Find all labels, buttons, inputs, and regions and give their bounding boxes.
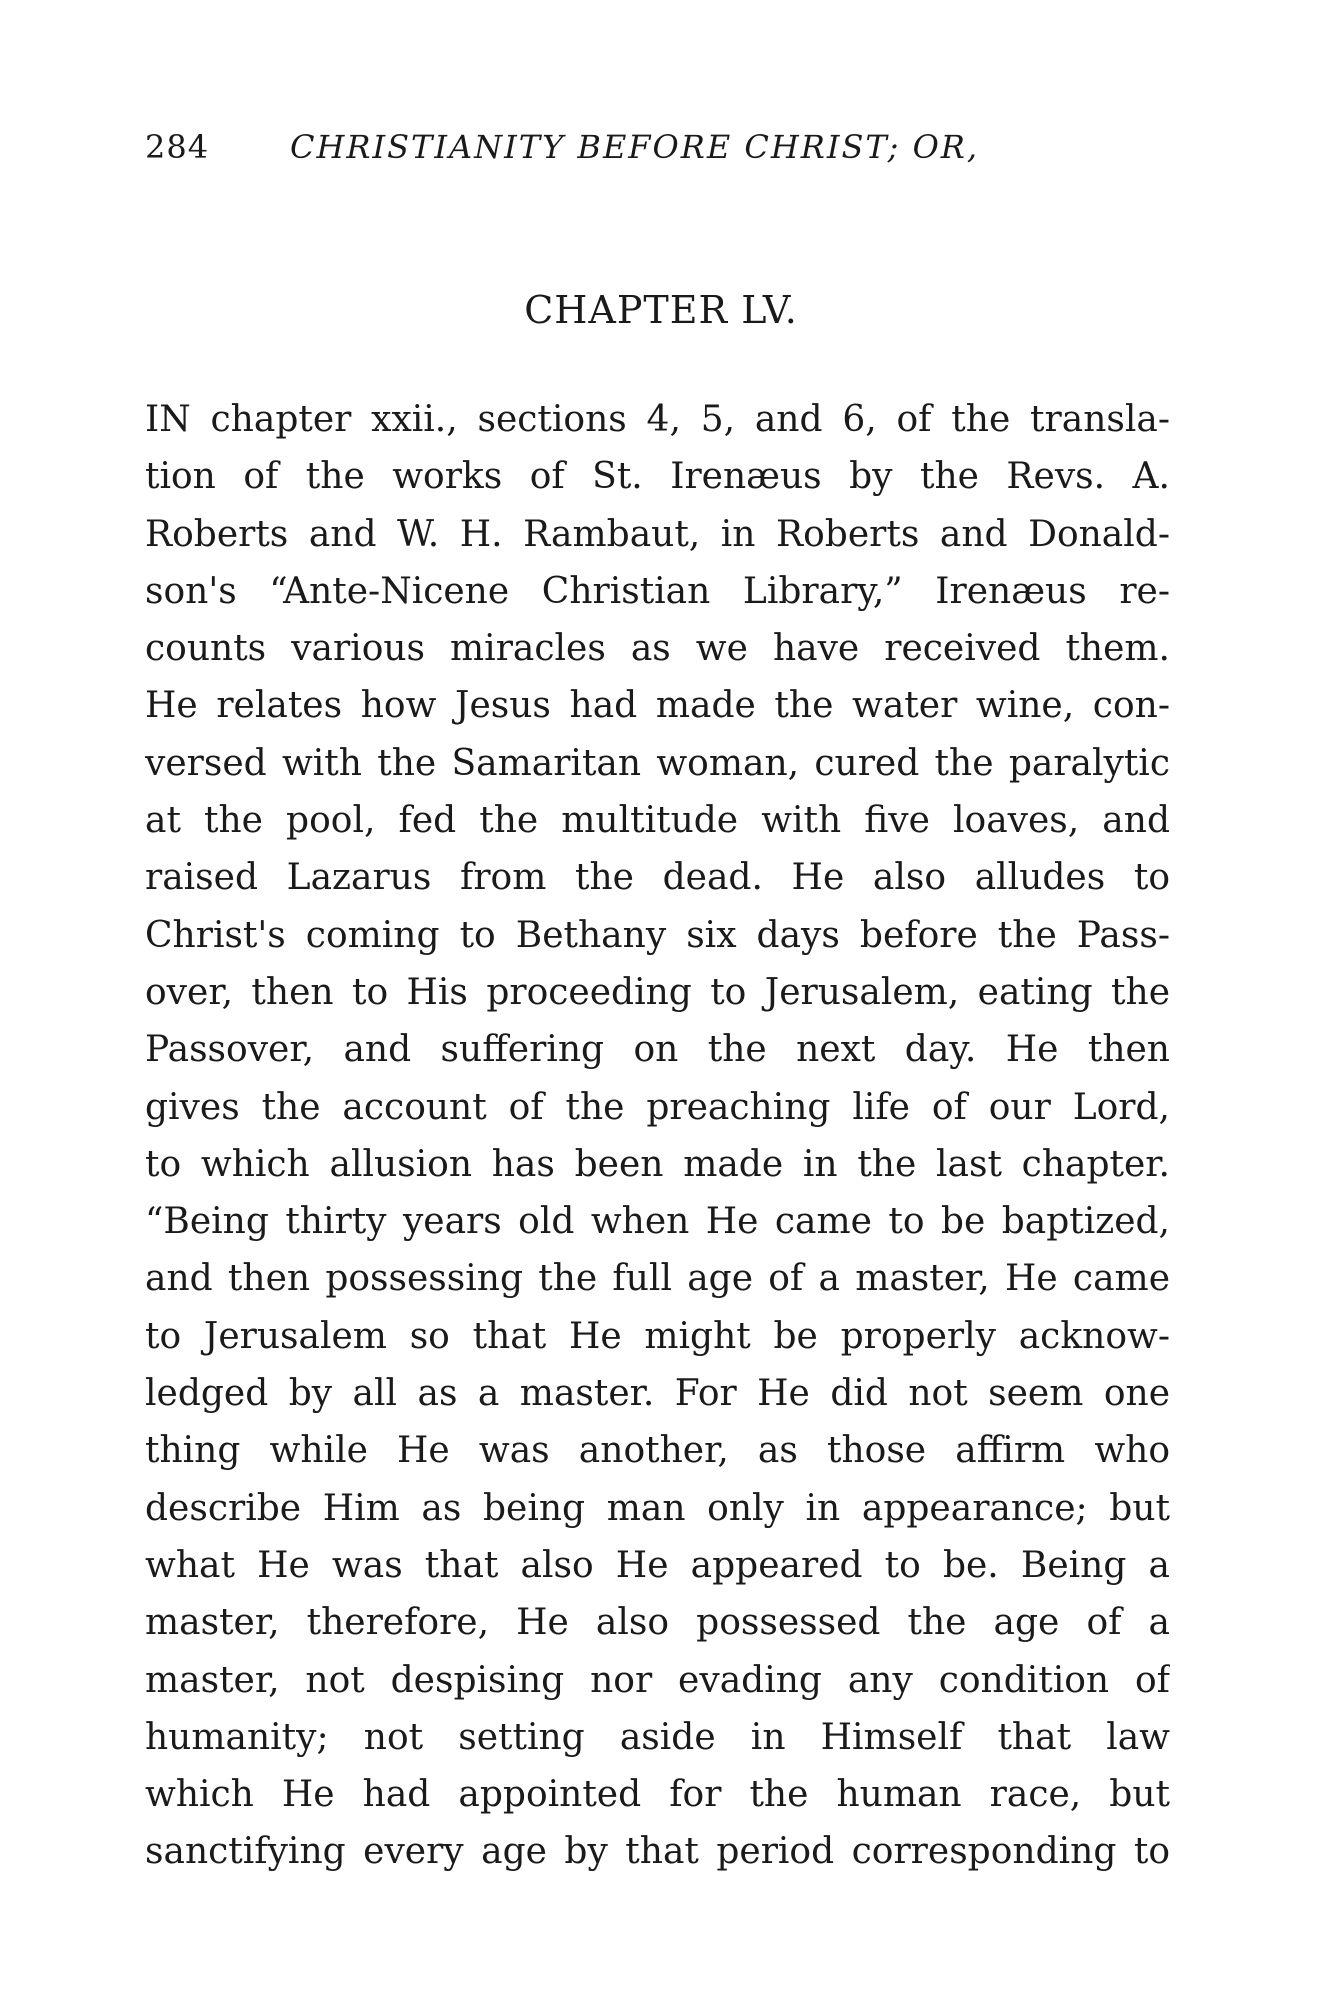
text-line: what He was that also He appeared to be. Being a: [145, 1544, 1170, 1586]
chapter-heading: CHAPTER LV.: [524, 288, 798, 332]
text-line: ledged by all as a master. For He did not seem one: [145, 1373, 1170, 1415]
text-line: IN chapter xxii., sections 4, 5, and 6, of the transla-: [145, 399, 1170, 440]
running-head: [145, 122, 1165, 172]
text-line: counts various miracles as we have received them.: [145, 628, 1170, 670]
text-line: to Jerusalem so that He might be properly acknow-: [145, 1315, 1170, 1357]
text-line: versed with the Samaritan woman, cured the paralytic: [145, 742, 1170, 784]
text-line: which He had appointed for the human race, but: [145, 1774, 1170, 1816]
text-line: Christ's coming to Bethany six days before the Pass-: [145, 914, 1170, 956]
text-line: tion of the works of St. Irenæus by the Revs. A.: [145, 456, 1170, 498]
page-number: 284: [145, 128, 210, 166]
text-line: sanctifying every age by that period corresponding to: [145, 1831, 1170, 1873]
running-title: CHRISTIANITY BEFORE CHRIST; OR,: [290, 128, 980, 166]
text-line: Passover, and suffering on the next day. He then: [145, 1029, 1170, 1071]
text-line: at the pool, fed the multitude with five loaves, and: [145, 800, 1170, 842]
text-line: raised Lazarus from the dead. He also alludes to: [145, 857, 1170, 899]
text-line: thing while He was another, as those affirm who: [145, 1430, 1170, 1472]
text-line: and then possessing the full age of a master, He came: [145, 1258, 1170, 1300]
text-line: master, not despising nor evading any condition of: [145, 1659, 1170, 1701]
text-line: over, then to His proceeding to Jerusalem, eating the: [145, 971, 1170, 1013]
text-line: gives the account of the preaching life of our Lord,: [145, 1086, 1170, 1128]
text-line: He relates how Jesus had made the water wine, con-: [145, 685, 1170, 727]
body-text: [145, 391, 1170, 1881]
text-line: describe Him as being man only in appearance; but: [145, 1487, 1170, 1529]
text-line: Roberts and W. H. Rambaut, in Roberts and Donald-: [145, 513, 1170, 555]
text-line: master, therefore, He also possessed the age of a: [145, 1602, 1170, 1644]
text-line: to which allusion has been made in the last chapter.: [145, 1143, 1170, 1185]
text-line: “Being thirty years old when He came to be baptized,: [145, 1201, 1170, 1243]
text-line: son's “Ante-Nicene Christian Library,” Irenæus re-: [145, 570, 1170, 612]
text-line: humanity; not setting aside in Himself that law: [145, 1716, 1170, 1758]
